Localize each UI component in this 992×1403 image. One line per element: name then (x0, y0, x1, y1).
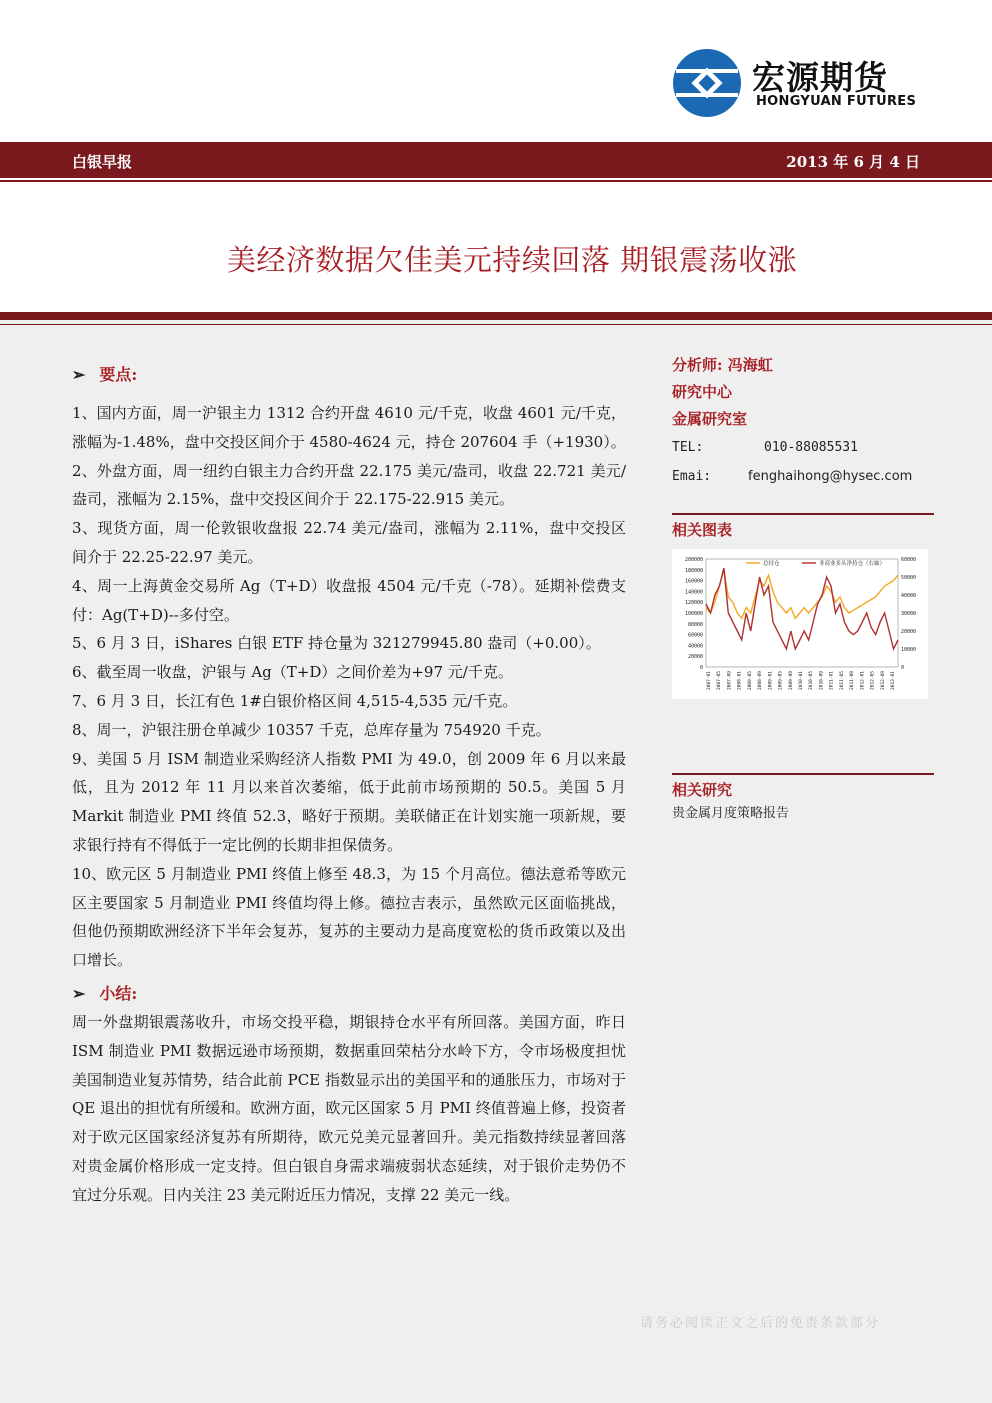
x-tick-label: 2009-05 (778, 671, 784, 690)
left-tick-label: 200000 (684, 557, 703, 563)
left-tick-label: 20000 (687, 654, 703, 661)
summary-text: 周一外盘期银震荡收升，市场交投平稳，期银持仓水平有所回落。美国方面，昨日 ISM 制造业 PMI 数据远逊市场预期，数据重回荣枯分水岭下方，令市场极度担忧美国制造业复苏情势，结合此前 PCE 指数显示出的美国平和的通胀压力，市场对于 QE 退出的担忧有所缓和。欧洲方面，欧元区国家 5 月 PMI 终值普遍上修，投资者对于欧元区国家经济复苏有所期待，欧元兑美元显著回升。美元指数持续显著回落对贵金属价格形成一定支持。但白银自身需求端疲弱状态延续，对于银价走势仍不宜过分乐观。日内关注 23 美元附近压力情况，支撑 22 美元一线。 (72, 1012, 626, 1204)
x-tick-label: 2008-01 (737, 671, 743, 690)
legend-label: 非商业多头净持仓（右轴） (819, 561, 886, 567)
arrow-bullet-icon: ➢ (72, 983, 86, 1003)
plot-frame (706, 559, 898, 667)
main-column (72, 362, 626, 1210)
right-tick-label: 10000 (901, 647, 917, 653)
left-tick-label: 40000 (687, 643, 703, 650)
left-tick-label: 80000 (687, 621, 703, 628)
analyst-name: 分析师: 冯海虹 (672, 356, 773, 374)
disclaimer-note: 请务必阅读正文之后的免责条款部分 (640, 1316, 881, 1331)
point-item: 4、周一上海黄金交易所 Ag（T+D）收盘报 4504 元/千克（-78）。延期补偿费支付：Ag(T+D)--多付空。 (72, 576, 626, 624)
left-tick-label: 140000 (684, 589, 703, 596)
left-tick-label: 120000 (684, 600, 703, 607)
x-tick-label: 2010-05 (809, 671, 815, 690)
left-tick-label: 0 (699, 665, 703, 671)
left-tick-label: 180000 (684, 567, 703, 574)
email-row (672, 462, 934, 491)
related-research-item[interactable]: 贵金属月度策略报告 (672, 806, 790, 821)
position-chart-svg (672, 549, 928, 699)
tel-row (672, 433, 934, 462)
email-value[interactable]: fenghaihong@hysec.com (748, 469, 913, 484)
x-tick-label: 2009-01 (768, 671, 774, 690)
point-item: 1、国内方面，周一沪银主力 1312 合约开盘 4610 元/千克，收盘 4601 元/千克，涨幅为-1.48%，盘中交投区间介于 4580-4624 元，持仓 207604 手（+1930）。 (72, 404, 626, 451)
x-tick-label: 2012-01 (860, 671, 866, 690)
hongyuan-logo-icon (672, 48, 742, 118)
x-tick-label: 2012-09 (880, 671, 886, 690)
report-title: 美经济数据欠佳美元持续回落 期银震荡收涨 (226, 243, 798, 277)
email-label: Emai: (672, 469, 712, 484)
chart-section-heading: 相关图表 (672, 513, 934, 545)
header-band-underline (0, 180, 992, 182)
x-tick-label: 2011-09 (850, 671, 856, 690)
right-tick-label: 30000 (901, 611, 917, 617)
sidebar (672, 352, 934, 827)
x-tick-label: 2009-09 (788, 671, 794, 690)
x-tick-label: 2011-05 (839, 671, 845, 690)
department-metals: 金属研究室 (672, 410, 748, 428)
x-tick-label: 2008-09 (758, 671, 764, 690)
left-tick-label: 160000 (684, 578, 703, 585)
x-tick-label: 2011-01 (829, 671, 835, 690)
left-tick-label: 60000 (687, 632, 703, 639)
x-tick-label: 2012-05 (870, 671, 876, 690)
position-chart (672, 549, 928, 699)
logo-english-name: HONGYUAN FUTURES (756, 94, 917, 109)
right-tick-label: 0 (901, 665, 905, 671)
left-tick-label: 100000 (684, 611, 703, 617)
report-type: 白银早报 (72, 153, 133, 171)
logo-chinese-name: 宏源期货 (752, 58, 888, 97)
point-item: 8、周一，沪银注册仓单减少 10357 千克，总库存量为 754920 千克。 (72, 720, 551, 739)
points-list (72, 399, 626, 975)
arrow-bullet-icon: ➢ (72, 365, 86, 384)
research-section-heading: 相关研究 (672, 773, 934, 801)
point-item: 7、6 月 3 日，长江有色 1#白银价格区间 4,515-4,535 元/千克。 (72, 691, 518, 710)
point-item: 6、截至周一收盘，沪银与 Ag（T+D）之间价差为+97 元/千克。 (72, 663, 513, 682)
x-tick-label: 2010-09 (819, 671, 825, 690)
x-tick-label: 2013-01 (891, 671, 896, 690)
point-item: 2、外盘方面，周一纽约白银主力合约开盘 22.175 美元/盎司，收盘 22.721 美元/盎司，涨幅为 2.15%，盘中交投区间介于 22.175-22.915 美元。 (72, 461, 626, 509)
point-item: 5、6 月 3 日，iShares 白银 ETF 持仓量为 321279945.80 盎司（+0.00）。 (72, 634, 601, 653)
tel-label: TEL: (672, 440, 704, 455)
x-tick-label: 2007-09 (727, 671, 733, 690)
points-heading: ➢ 要点: (72, 365, 138, 384)
right-tick-label: 60000 (901, 557, 917, 563)
summary-heading: ➢ 小结: (72, 983, 138, 1003)
tel-value: 010-88085531 (764, 440, 858, 455)
point-item: 9、美国 5 月 ISM 制造业采购经济人指数 PMI 为 49.0，创 2009 年 6 月以来最低，且为 2012 年 11 月以来首次萎缩，低于此前市场预期的 50.5。美国 5 月 Markit 制造业 PMI 终值 52.3，略好于预期。美联储正在计划实施一项新规，要求银行持有不得低于一定比例的长期非担保债务。 (72, 749, 626, 854)
series-line (706, 570, 898, 619)
point-item: 3、现货方面，周一伦敦银收盘报 22.74 美元/盎司，涨幅为 2.11%，盘中交投区间介于 22.25-22.97 美元。 (72, 519, 626, 566)
right-tick-label: 40000 (901, 593, 917, 599)
legend-label: 总持仓 (763, 561, 780, 567)
x-tick-label: 2008-05 (747, 671, 753, 690)
x-tick-label: 2007-01 (707, 671, 712, 690)
x-tick-label: 2007-05 (717, 671, 723, 690)
point-item: 10、欧元区 5 月制造业 PMI 终值上修至 48.3，为 15 个月高位。德法意希等欧元区主要国家 5 月制造业 PMI 终值均得上修。德拉吉表示，虽然欧元区面临挑战，但他仍预期欧洲经济下半年会复苏，复苏的主要动力是高度宽松的货币政策以及出口增长。 (72, 864, 626, 970)
content-top-line (0, 324, 992, 325)
department-research-center: 研究中心 (672, 383, 733, 401)
x-tick-label: 2010-01 (799, 671, 804, 690)
report-date: 2013 年 6 月 4 日 (786, 153, 920, 171)
right-tick-label: 50000 (901, 575, 917, 581)
right-tick-label: 20000 (901, 629, 917, 635)
